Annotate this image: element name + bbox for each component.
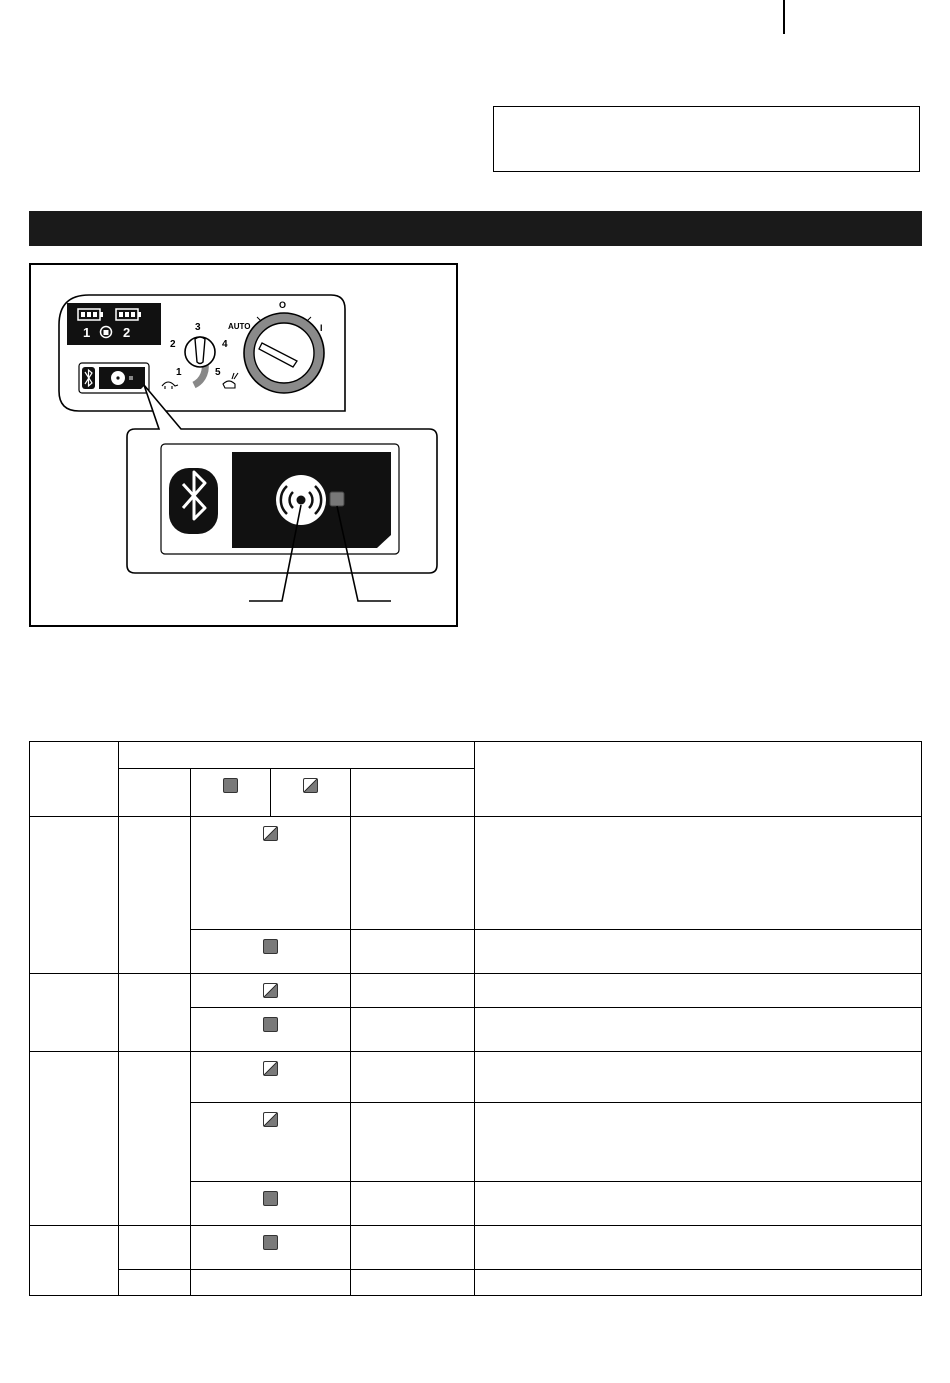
wireless-activation-button xyxy=(276,475,326,525)
speed-number-4: 4 xyxy=(222,339,228,350)
header-cell xyxy=(351,769,475,817)
speed-number-2: 2 xyxy=(170,339,176,350)
margin-rule xyxy=(783,0,785,34)
table-row xyxy=(30,817,922,929)
note-box xyxy=(493,106,920,172)
lamp-lit-icon xyxy=(263,1191,278,1206)
lamp-lit-icon xyxy=(263,1017,278,1032)
lamp-blinking-icon xyxy=(263,1112,278,1127)
lamp-blinking-icon xyxy=(263,1061,278,1076)
mode-off-label: O xyxy=(279,300,287,310)
lamp-status-table xyxy=(29,741,922,1296)
speed-number-3: 3 xyxy=(195,322,201,333)
lamp-lit-icon xyxy=(263,939,278,954)
header-cell xyxy=(119,769,191,817)
table-row xyxy=(30,1052,922,1103)
wireless-panel-enlarged xyxy=(161,444,399,554)
speed-number-5: 5 xyxy=(215,367,221,378)
lamp-lit-icon xyxy=(263,1235,278,1250)
section-header-bar xyxy=(29,211,922,246)
lamp-blinking-icon xyxy=(303,778,318,793)
wireless-panel-small xyxy=(79,363,149,393)
header-cell xyxy=(119,742,475,769)
lamp-blinking-icon xyxy=(263,983,278,998)
header-cell xyxy=(30,742,119,817)
table-header-row xyxy=(30,742,922,769)
speed-number-1: 1 xyxy=(176,367,182,378)
battery-1-label: 1 xyxy=(83,325,91,340)
panel-figure xyxy=(29,263,458,627)
header-cell xyxy=(475,742,922,817)
legend-blink-cell xyxy=(271,769,351,817)
table-row xyxy=(30,973,922,1007)
lamp-blinking-icon xyxy=(263,826,278,841)
lamp-lit-icon xyxy=(223,778,238,793)
legend-lit-cell xyxy=(191,769,271,817)
wireless-lamp xyxy=(330,492,344,506)
mode-on-label: I xyxy=(320,323,323,333)
battery-panel xyxy=(67,303,161,345)
table-row xyxy=(30,1225,922,1269)
mode-auto-label: AUTO xyxy=(228,322,251,331)
battery-2-label: 2 xyxy=(123,325,131,340)
table-row xyxy=(30,1269,922,1295)
